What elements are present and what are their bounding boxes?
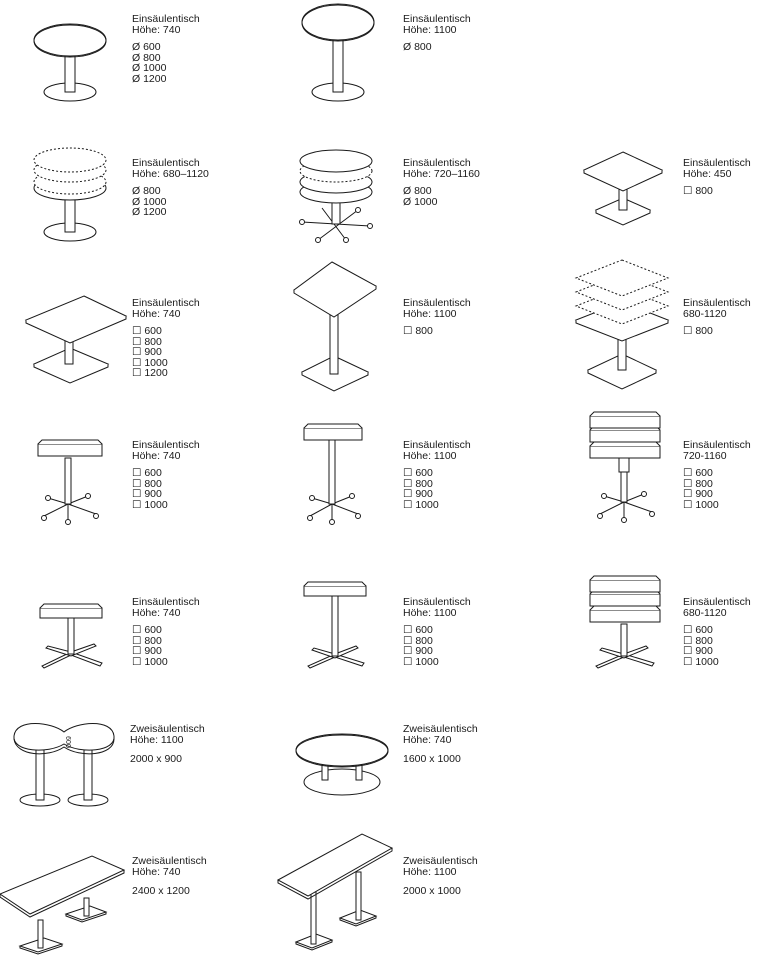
size-option: ☐ 800 bbox=[683, 477, 713, 490]
product-title: Einsäulentisch bbox=[132, 157, 200, 169]
product-text bbox=[403, 158, 480, 207]
product-text bbox=[132, 14, 200, 84]
size-option: Ø 1000 bbox=[132, 62, 167, 75]
product-subtitle: Höhe: 1100 bbox=[403, 308, 457, 320]
product-title: Einsäulentisch bbox=[403, 596, 471, 608]
product-text bbox=[132, 856, 207, 897]
size-option: Ø 1000 bbox=[132, 195, 167, 208]
product-title: Einsäulentisch bbox=[132, 297, 200, 309]
castor-square-table-drawing bbox=[30, 438, 110, 528]
size-option: ☐ 800 bbox=[132, 335, 162, 348]
dimensions: 2400 x 1200 bbox=[132, 885, 190, 897]
size-option: ☐ 900 bbox=[683, 645, 713, 658]
product-text bbox=[683, 298, 751, 337]
dimensions: 2000 x 900 bbox=[130, 753, 182, 765]
size-option: ☐ 800 bbox=[132, 477, 162, 490]
size-option: ☐ 1000 bbox=[132, 498, 168, 511]
size-option: ☐ 900 bbox=[403, 645, 433, 658]
size-option: ☐ 900 bbox=[683, 488, 713, 501]
product-text bbox=[403, 298, 471, 337]
product-subtitle: Höhe: 1100 bbox=[130, 734, 184, 746]
size-option: ☐ 1000 bbox=[683, 498, 719, 511]
size-option: Ø 800 bbox=[403, 41, 432, 53]
size-option: Ø 800 bbox=[132, 185, 161, 197]
product-subtitle: 720-1160 bbox=[683, 450, 727, 462]
adjustable-round-table-drawing bbox=[20, 140, 120, 250]
size-option: ☐ 600 bbox=[132, 624, 162, 636]
product-subtitle: Höhe: 740 bbox=[403, 734, 452, 746]
product-title: Zweisäulentisch bbox=[403, 855, 478, 867]
product-text bbox=[132, 440, 200, 510]
product-subtitle: Höhe: 450 bbox=[683, 168, 732, 180]
size-option: ☐ 800 bbox=[403, 325, 433, 337]
rectangular-double-column-table-drawing bbox=[0, 850, 130, 960]
product-subtitle: Höhe: 1100 bbox=[403, 24, 457, 36]
size-option: ☐ 800 bbox=[683, 325, 713, 337]
product-subtitle: 680-1120 bbox=[683, 308, 727, 320]
drawing-label: 600 bbox=[64, 736, 71, 748]
high-round-table-drawing bbox=[290, 0, 390, 110]
cross-base-square-table-drawing bbox=[34, 600, 108, 672]
adjustable-castor-square-table-drawing bbox=[582, 408, 668, 526]
product-text bbox=[403, 856, 478, 897]
product-text bbox=[683, 597, 751, 667]
product-subtitle: Höhe: 740 bbox=[132, 24, 181, 36]
double-column-peanut-table-drawing bbox=[8, 716, 124, 812]
size-option: ☐ 600 bbox=[132, 467, 162, 479]
product-text bbox=[683, 440, 751, 510]
size-option: ☐ 1000 bbox=[132, 356, 168, 369]
product-title: Einsäulentisch bbox=[132, 13, 200, 25]
size-option: ☐ 1000 bbox=[132, 655, 168, 668]
product-title: Einsäulentisch bbox=[132, 596, 200, 608]
product-subtitle: 680-1120 bbox=[683, 607, 727, 619]
product-title: Einsäulentisch bbox=[683, 157, 751, 169]
size-option: Ø 1200 bbox=[132, 72, 167, 85]
high-cross-base-square-table-drawing bbox=[300, 578, 370, 674]
product-title: Einsäulentisch bbox=[132, 439, 200, 451]
product-subtitle: Höhe: 680–1120 bbox=[132, 168, 209, 180]
size-option: ☐ 900 bbox=[132, 346, 162, 359]
product-title: Einsäulentisch bbox=[683, 297, 751, 309]
product-title: Einsäulentisch bbox=[403, 439, 471, 451]
size-option: ☐ 900 bbox=[132, 645, 162, 658]
size-option: ☐ 800 bbox=[683, 634, 713, 647]
product-title: Einsäulentisch bbox=[403, 157, 471, 169]
product-title: Zweisäulentisch bbox=[132, 855, 207, 867]
product-text bbox=[132, 597, 200, 667]
adjustable-cross-base-square-table-drawing bbox=[584, 570, 668, 674]
product-subtitle: Höhe: 740 bbox=[132, 308, 181, 320]
product-title: Einsäulentisch bbox=[683, 439, 751, 451]
size-option: ☐ 1200 bbox=[132, 367, 168, 380]
size-option: ☐ 1000 bbox=[683, 655, 719, 668]
size-option: Ø 800 bbox=[403, 185, 432, 197]
product-text bbox=[403, 724, 478, 765]
product-title: Zweisäulentisch bbox=[130, 723, 205, 735]
product-subtitle: Höhe: 1100 bbox=[403, 450, 457, 462]
size-option: ☐ 800 bbox=[683, 185, 713, 197]
product-text bbox=[130, 724, 205, 765]
low-oval-double-column-table-drawing bbox=[292, 724, 396, 800]
product-title: Einsäulentisch bbox=[683, 596, 751, 608]
round-table-disc-base-drawing bbox=[20, 10, 120, 105]
low-square-table-drawing bbox=[578, 146, 668, 231]
square-table-disc-base-drawing bbox=[22, 292, 132, 392]
size-option: ☐ 800 bbox=[403, 477, 433, 490]
size-option: ☐ 600 bbox=[132, 325, 162, 337]
adjustable-round-castor-table-drawing bbox=[288, 140, 388, 250]
size-option: ☐ 1000 bbox=[403, 655, 439, 668]
product-title: Einsäulentisch bbox=[403, 297, 471, 309]
size-option: Ø 1200 bbox=[132, 206, 167, 219]
high-rectangular-double-column-table-drawing bbox=[276, 830, 400, 960]
size-option: ☐ 600 bbox=[403, 467, 433, 479]
size-option: ☐ 900 bbox=[403, 488, 433, 501]
product-text bbox=[132, 298, 200, 379]
product-subtitle: Höhe: 1100 bbox=[403, 607, 457, 619]
product-text bbox=[403, 440, 471, 510]
adjustable-square-table-drawing bbox=[572, 258, 672, 398]
dimensions: 1600 x 1000 bbox=[403, 753, 461, 765]
size-option: ☐ 600 bbox=[683, 624, 713, 636]
size-option: ☐ 900 bbox=[132, 488, 162, 501]
high-square-table-drawing bbox=[290, 258, 382, 398]
size-option: Ø 600 bbox=[132, 41, 161, 53]
size-option: Ø 800 bbox=[132, 51, 161, 64]
size-option: Ø 1000 bbox=[403, 195, 438, 208]
product-subtitle: Höhe: 1100 bbox=[403, 866, 457, 878]
size-option: ☐ 600 bbox=[683, 467, 713, 479]
product-subtitle: Höhe: 740 bbox=[132, 607, 181, 619]
dimensions: 2000 x 1000 bbox=[403, 885, 461, 897]
product-subtitle: Höhe: 720–1160 bbox=[403, 168, 480, 180]
size-option: ☐ 1000 bbox=[403, 498, 439, 511]
size-option: ☐ 800 bbox=[132, 634, 162, 647]
product-text bbox=[683, 158, 751, 197]
product-text bbox=[403, 597, 471, 667]
product-title: Zweisäulentisch bbox=[403, 723, 478, 735]
product-subtitle: Höhe: 740 bbox=[132, 450, 181, 462]
product-text bbox=[403, 14, 471, 53]
size-option: ☐ 600 bbox=[403, 624, 433, 636]
size-option: ☐ 800 bbox=[403, 634, 433, 647]
product-title: Einsäulentisch bbox=[403, 13, 471, 25]
high-castor-square-table-drawing bbox=[298, 420, 370, 526]
product-subtitle: Höhe: 740 bbox=[132, 866, 181, 878]
product-text bbox=[132, 158, 209, 218]
